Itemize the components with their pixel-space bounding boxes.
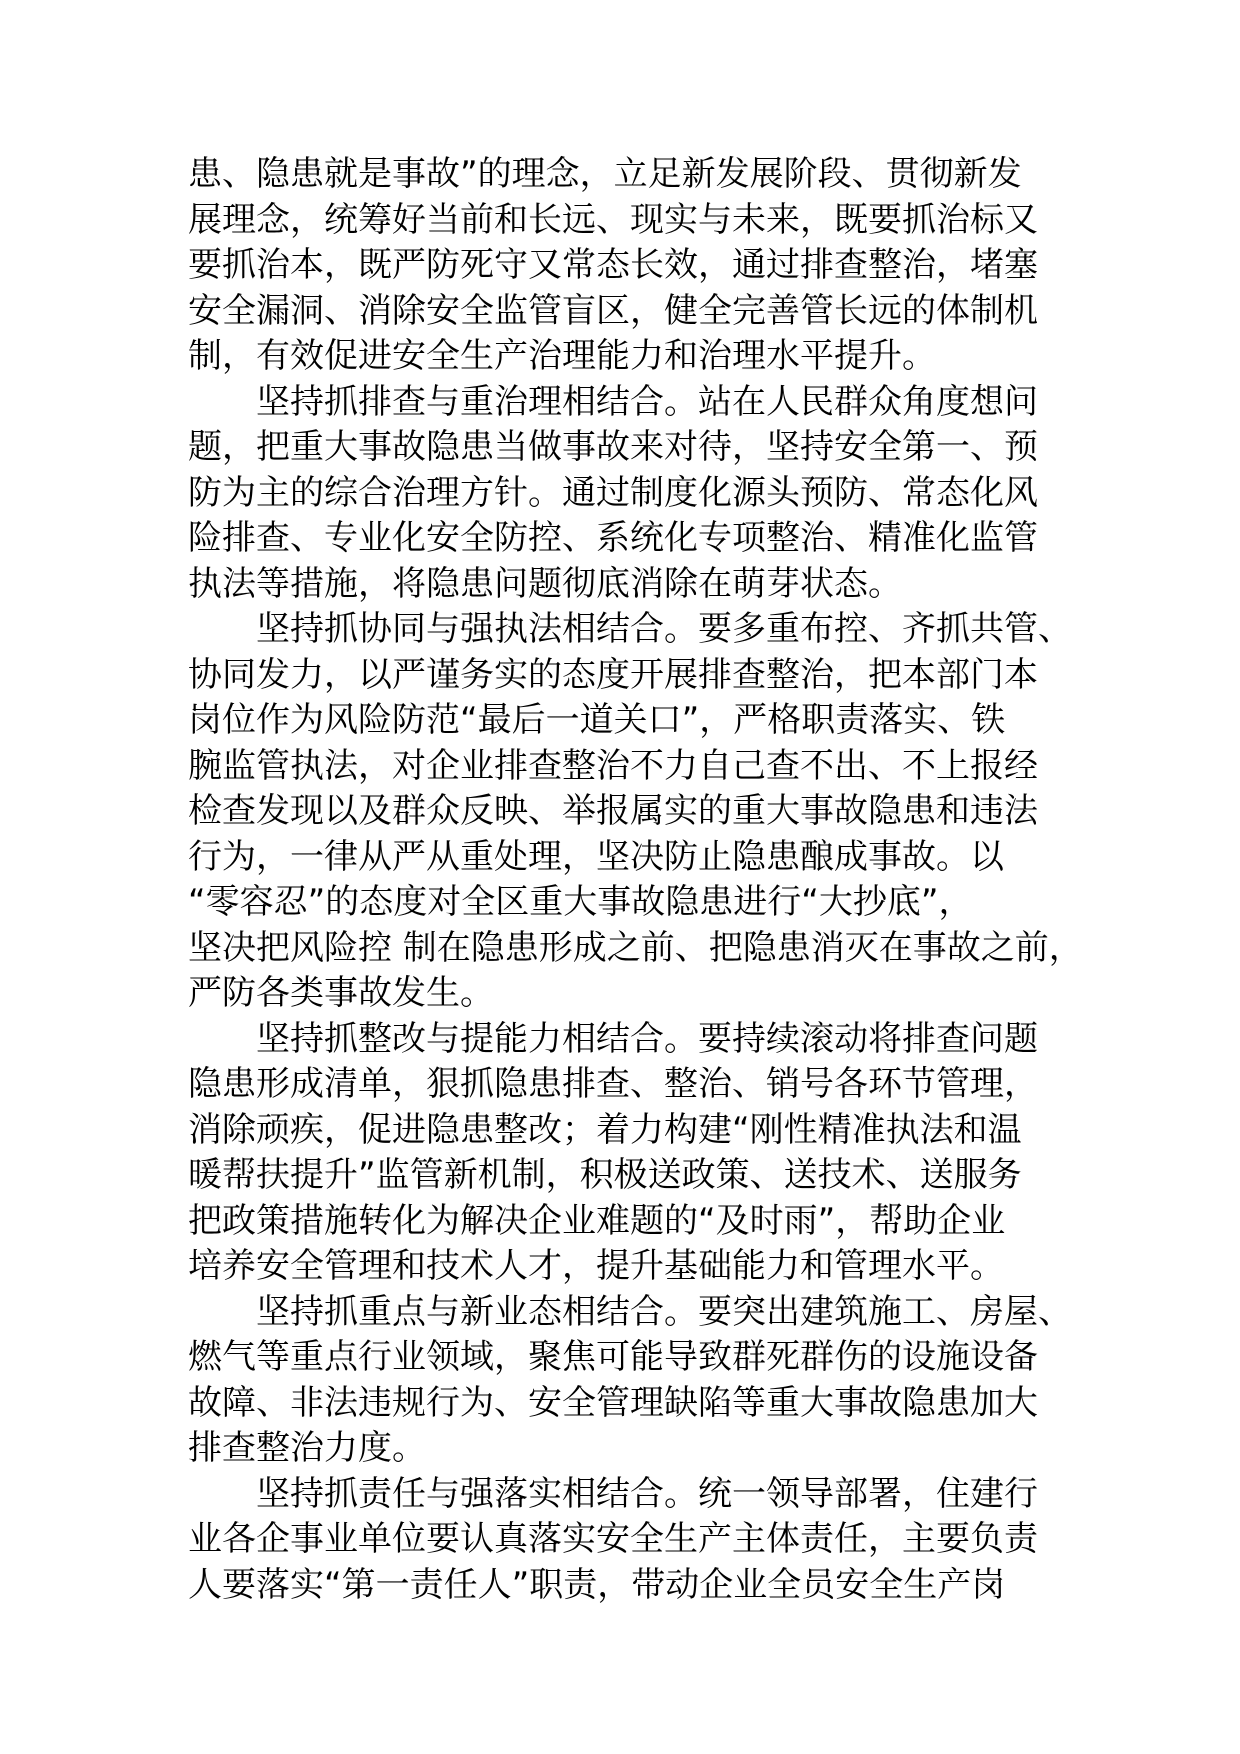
text-line: 严防各类事故发生。 — [188, 973, 494, 1013]
text-line: 隐患形成清单，狠抓隐患排查、整治、销号各环节管理， — [188, 1064, 1038, 1104]
text-line: 患、隐患就是事故”的理念，立足新发展阶段、贯彻新发 — [188, 154, 1022, 194]
text-line: 排查整治力度。 — [188, 1428, 426, 1468]
text-line: 坚持抓整改与提能力相结合。要持续滚动将排查问题 — [188, 1018, 1038, 1059]
text-line: 行为，一律从严从重处理，坚决防止隐患酿成事故。以 — [188, 836, 1004, 877]
text-line: 执法等措施，将隐患问题彻底消除在萌芽状态。 — [188, 563, 902, 604]
text-line: 人要落实“第一责任人”职责，带动企业全员安全生产岗 — [188, 1564, 1006, 1605]
text-line: 协同发力，以严谨务实的态度开展排查整治，把本部门本 — [188, 654, 1038, 695]
text-line: 安全漏洞、消除安全监管盲区，健全完善管长远的体制机 — [188, 290, 1038, 331]
text-line: 制，有效促进安全生产治理能力和治理水平提升。 — [188, 336, 936, 376]
text-line: 防为主的综合治理方针。通过制度化源头预防、常态化风 — [188, 472, 1038, 513]
text-line: “零容忍”的态度对全区重大事故隐患进行“大抄底”， — [188, 882, 973, 922]
text-line: 要抓治本，既严防死守又常态长效，通过排查整治，堵塞 — [188, 245, 1038, 285]
text-line: 坚持抓排查与重治理相结合。站在人民群众角度想问 — [188, 381, 1038, 422]
text-line: 坚持抓重点与新业态相结合。要突出建筑施工、房屋、 — [188, 1291, 1072, 1332]
text-line: 把政策措施转化为解决企业难题的“及时雨”，帮助企业 — [188, 1200, 1006, 1241]
text-line: 业各企事业单位要认真落实安全生产主体责任，主要负责 — [188, 1519, 1038, 1559]
text-line: 腕监管执法，对企业排查整治不力自己查不出、不上报经 — [188, 745, 1038, 786]
text-line: 暖帮扶提升”监管新机制，积极送政策、送技术、送服务 — [188, 1155, 1022, 1195]
text-line: 展理念，统筹好当前和长远、现实与未来，既要抓治标又 — [188, 199, 1038, 240]
text-line: 岗位作为风险防范“最后一道关口”，严格职责落实、铁 — [188, 700, 1006, 740]
body-text — [188, 152, 1088, 1608]
text-line: 题，把重大事故隐患当做事故来对待，坚持安全第一、预 — [188, 427, 1038, 467]
text-line: 故障、非法违规行为、安全管理缺陷等重大事故隐患加大 — [188, 1382, 1038, 1423]
text-line: 检查发现以及群众反映、举报属实的重大事故隐患和违法 — [188, 791, 1038, 831]
text-line: 坚决把风险控 制在隐患形成之前、把隐患消灭在事故之前， — [188, 927, 1083, 968]
text-line: 培养安全管理和技术人才，提升基础能力和管理水平。 — [188, 1246, 1004, 1286]
text-line: 燃气等重点行业领域，聚焦可能导致群死群伤的设施设备 — [188, 1337, 1038, 1377]
text-line: 坚持抓责任与强落实相结合。统一领导部署，住建行 — [188, 1473, 1038, 1514]
text-line: 险排查、专业化安全防控、系统化专项整治、精准化监管 — [188, 518, 1038, 558]
text-line: 消除顽疾，促进隐患整改；着力构建“刚性精准执法和温 — [188, 1109, 1022, 1150]
text-line: 坚持抓协同与强执法相结合。要多重布控、齐抓共管、 — [188, 609, 1072, 649]
